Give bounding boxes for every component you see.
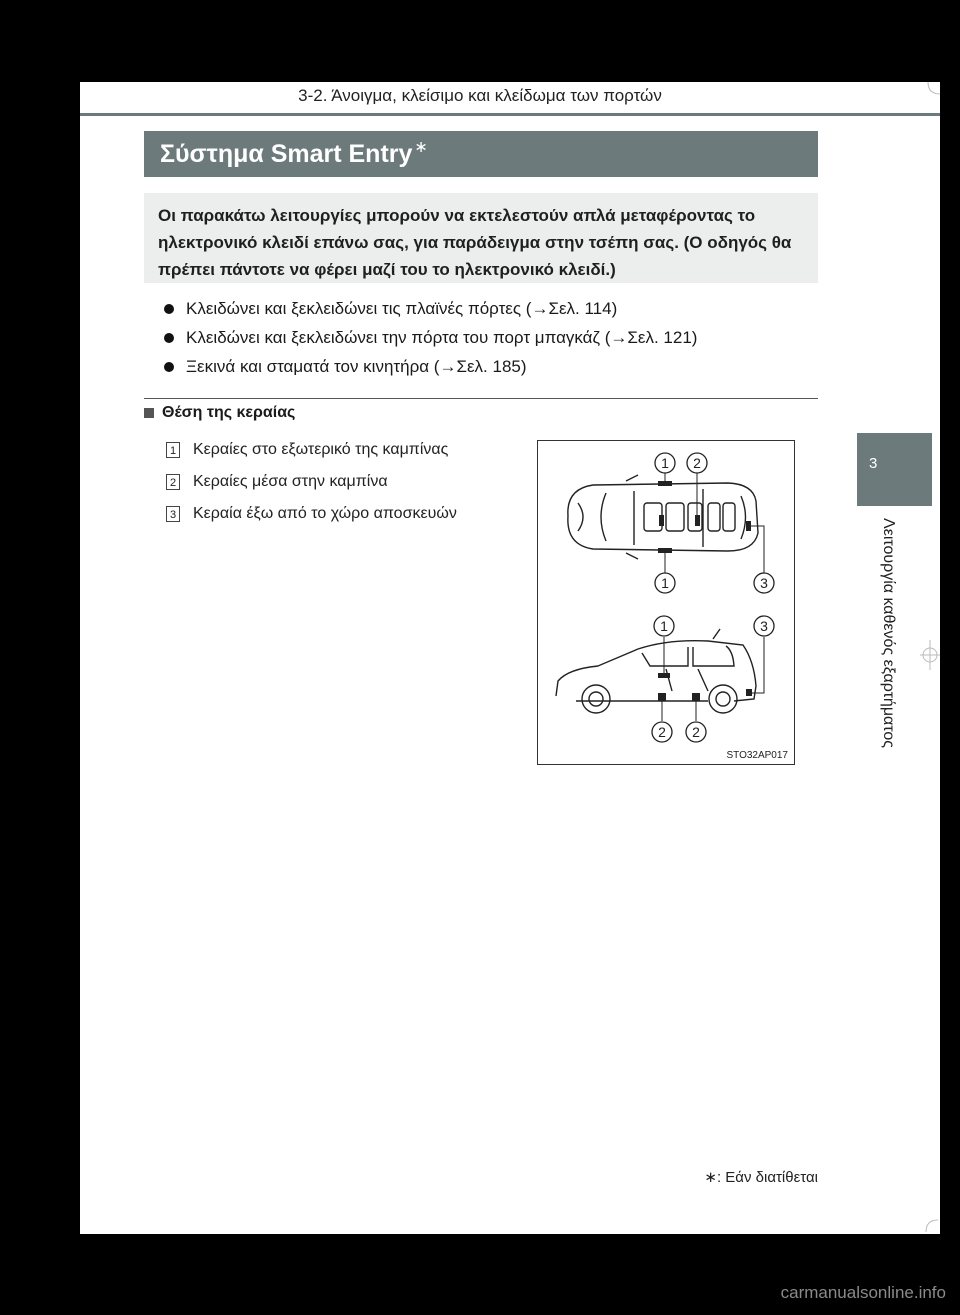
antenna-markers-top (658, 481, 751, 553)
callout-label: 2 (658, 724, 666, 740)
callout-label: 1 (661, 455, 669, 471)
antenna-markers-side (658, 673, 752, 701)
section-heading-text: Θέση της κεραίας (162, 404, 296, 421)
intro-box: Οι παρακάτω λειτουργίες μπορούν να εκτελεστούν απλά μεταφέροντας το ηλεκτρονικό κλειδί επάνω σας, για παράδειγμα στην τσέπη σας. (Ο οδηγός θα πρέπει πάντοτε να φέρει μαζί του το ηλεκτρονικό κλειδί.) (144, 193, 818, 283)
legend-row (166, 466, 516, 498)
antenna-location-figure (537, 440, 795, 765)
callout-label: 2 (692, 724, 700, 740)
bullet-dot-icon (164, 333, 174, 343)
legend-number: 2 (166, 474, 180, 490)
list-item (162, 352, 812, 381)
feature-list (162, 294, 812, 381)
chapter-side-label (879, 518, 905, 778)
registration-mark-icon (924, 1218, 940, 1234)
callout-label: 3 (760, 575, 768, 591)
chapter-tab (857, 433, 932, 506)
page-title (144, 131, 818, 177)
legend-text: Κεραία έξω από το χώρο αποσκευών (193, 505, 457, 522)
callout-label: 2 (693, 455, 701, 471)
figure-code: STO32AP017 (726, 750, 788, 761)
callout-label: 1 (661, 575, 669, 591)
square-bullet-icon (144, 408, 154, 418)
legend-number: 3 (166, 506, 180, 522)
legend-row (166, 498, 516, 530)
list-item-text: Ξεκινά και σταματά τον κινητήρα (→Σελ. 185) (186, 357, 527, 376)
chapter-number: 3 (869, 455, 878, 472)
legend-number: 1 (166, 442, 180, 458)
running-header: 3-2. Άνοιγμα, κλείσιμο και κλείδωμα των πορτών (298, 86, 662, 105)
car-diagram (538, 441, 794, 764)
bullet-dot-icon (164, 362, 174, 372)
header-rule (80, 113, 940, 116)
page-title-text: Σύστημα Smart Entry (160, 140, 413, 168)
antenna-legend (166, 434, 516, 530)
legend-text: Κεραίες στο εξωτερικό της καμπίνας (193, 441, 449, 458)
legend-row (166, 434, 516, 466)
list-item (162, 294, 812, 323)
section-divider (144, 398, 818, 399)
bullet-dot-icon (164, 304, 174, 314)
registration-mark-icon (926, 80, 942, 96)
legend-text: Κεραίες μέσα στην καμπίνα (193, 473, 388, 490)
availability-marker: ∗ (414, 139, 428, 156)
watermark: carmanualsonline.info (780, 1283, 946, 1302)
crosshair-icon (920, 640, 940, 670)
callout-label: 3 (760, 618, 768, 634)
list-item (162, 323, 812, 352)
footnote: ∗: Εάν διατίθεται (704, 1169, 818, 1186)
section-heading (144, 404, 295, 422)
chapter-title: Λειτουργία καθενός εξαρτήματος (880, 518, 897, 748)
callout-label: 1 (660, 618, 668, 634)
list-item-text: Κλειδώνει και ξεκλειδώνει τις πλαϊνές πόρτες (→Σελ. 114) (186, 299, 618, 318)
list-item-text: Κλειδώνει και ξεκλειδώνει την πόρτα του πορτ μπαγκάζ (→Σελ. 121) (186, 328, 698, 347)
car-side-view-icon (556, 629, 756, 713)
